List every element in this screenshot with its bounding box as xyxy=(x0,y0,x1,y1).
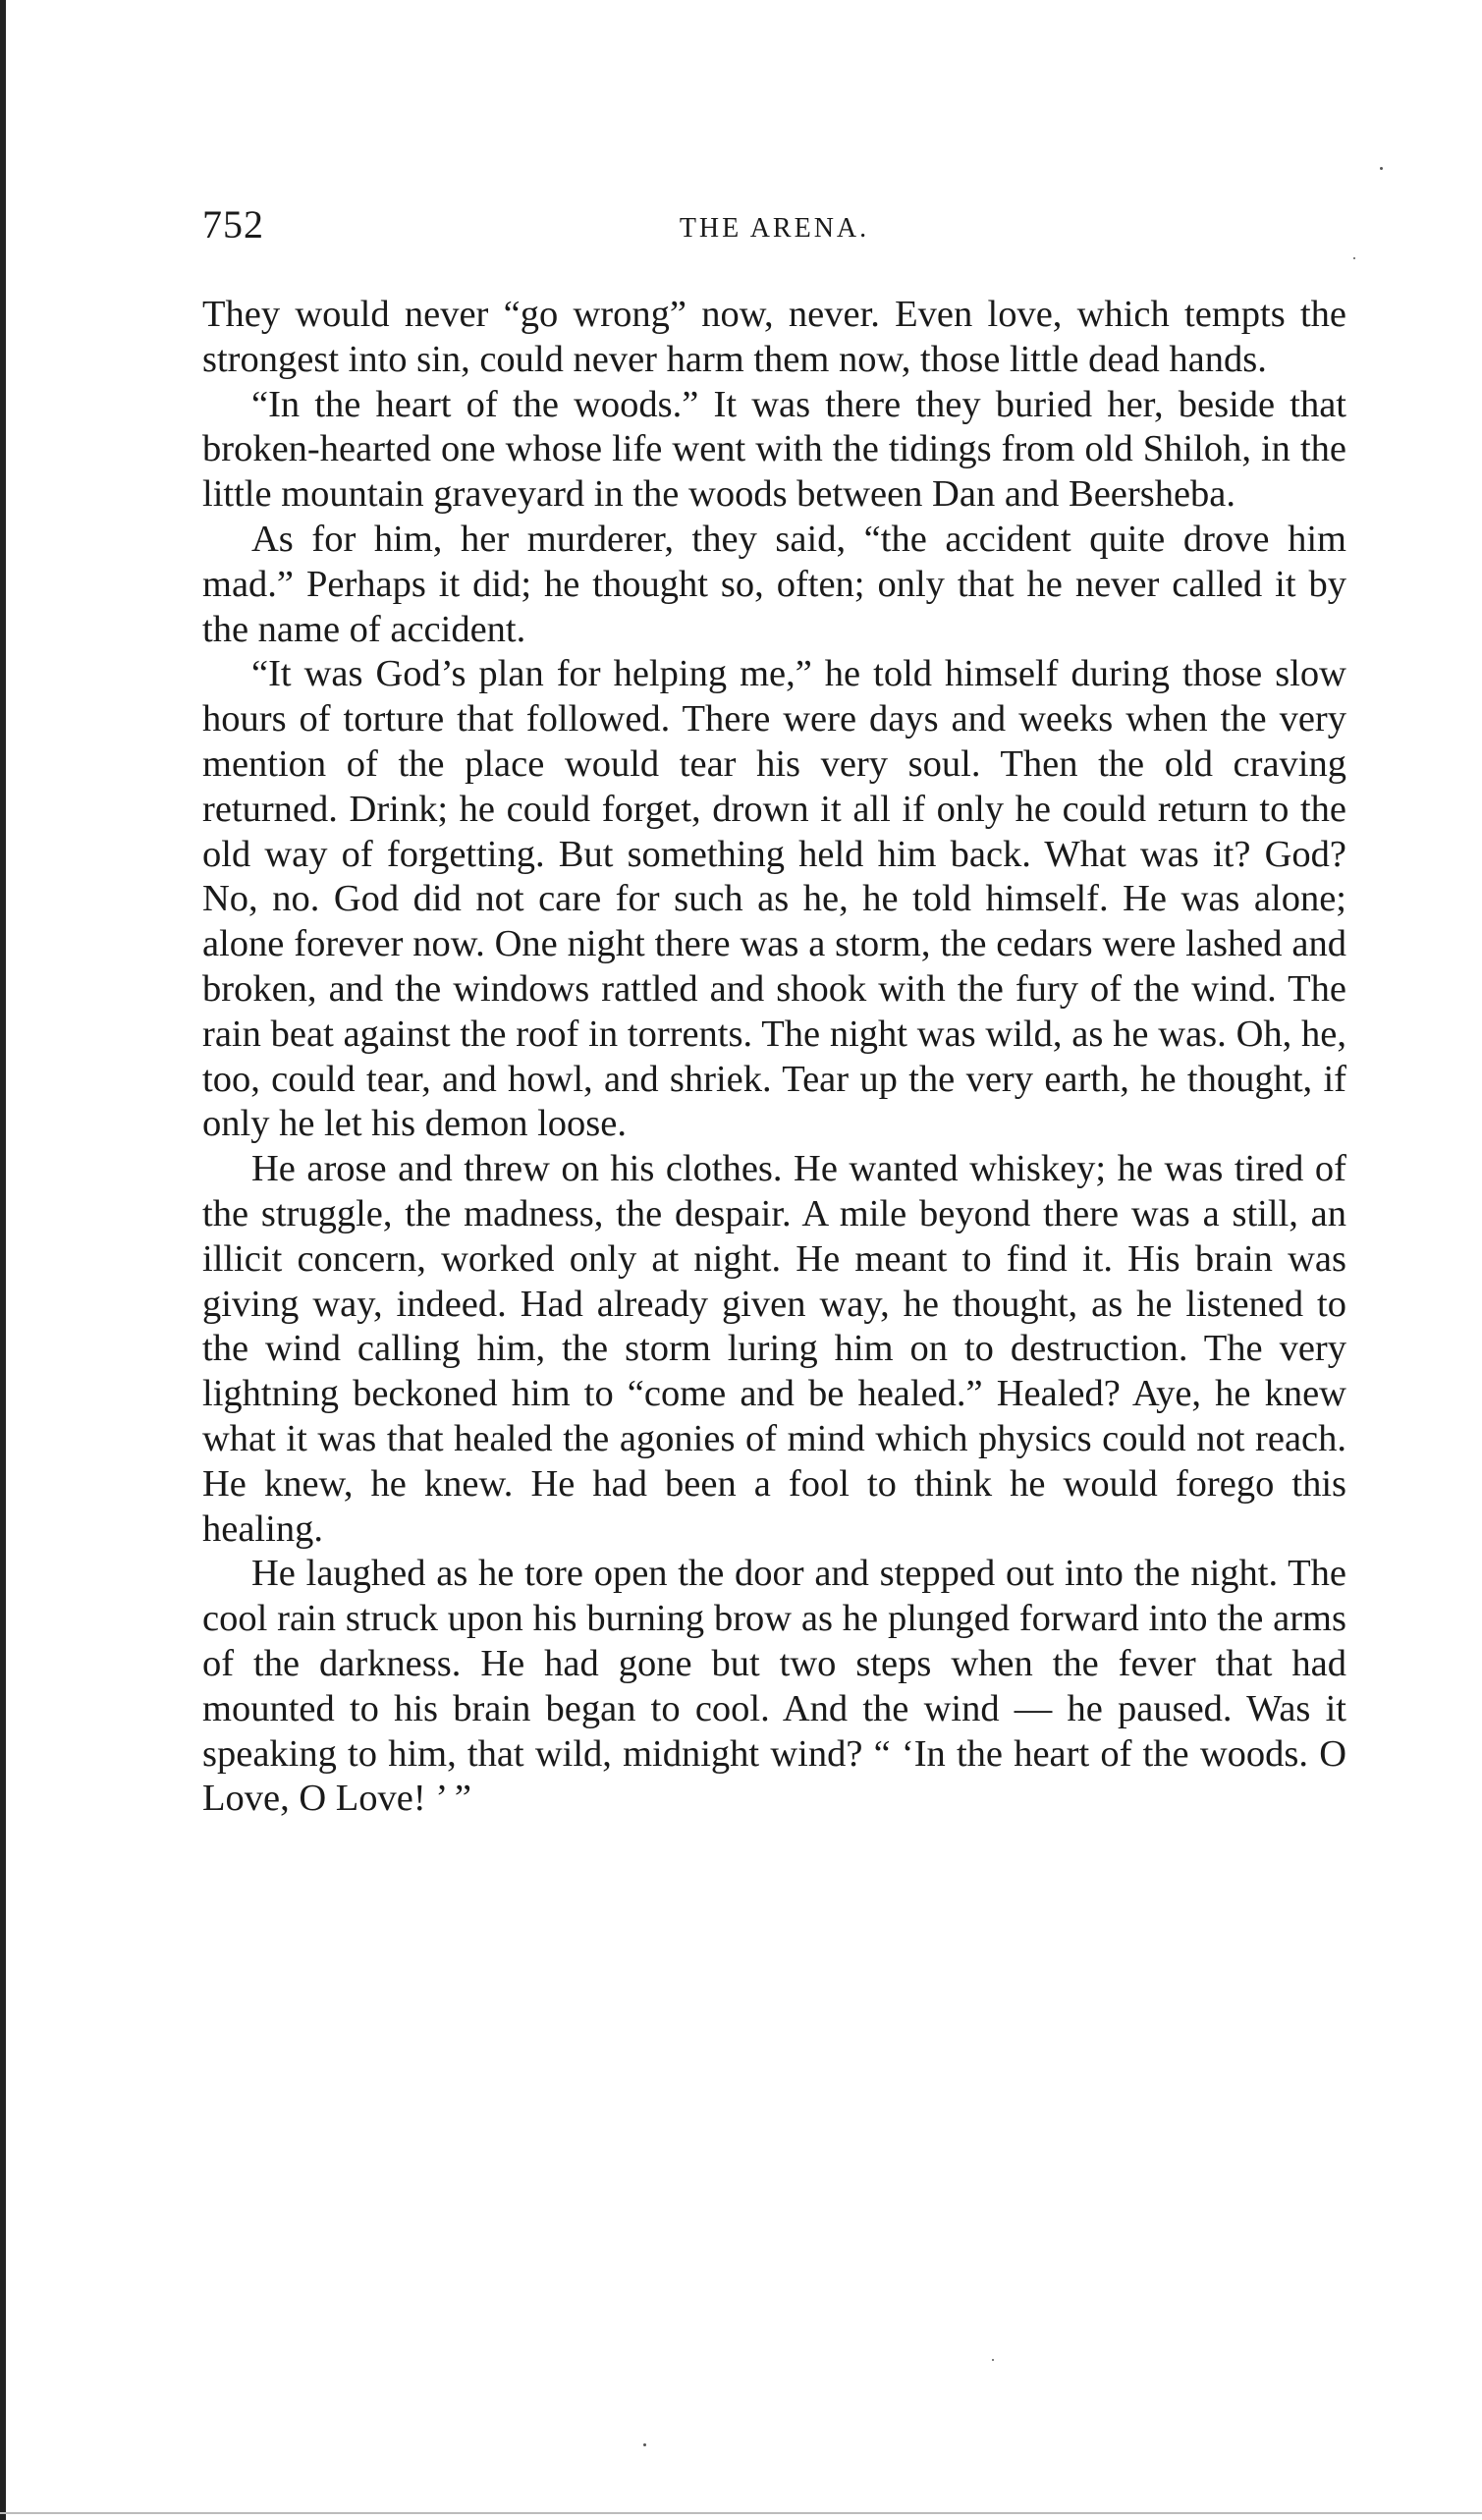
paragraph-2: “In the heart of the woods.” It was there they buried her, beside that broken-hearted one whose life went with the tidings from old Shiloh, in the little mountain graveyard in the woods between Dan and Beersheba. xyxy=(202,383,1346,516)
page-left-edge xyxy=(0,0,6,2520)
paragraph-3: As for him, her murderer, they said, “the accident quite drove him mad.” Perhaps it did; he thought so, often; only that he never called it by the name of accident. xyxy=(202,518,1346,650)
page-bottom-edge xyxy=(0,2512,1482,2514)
paragraph-4: “It was God’s plan for helping me,” he told himself during those slow hours of torture that followed. There were days and weeks when the very mention of the place would tear his very soul. Then the old craving returned. Drink; he could forget, drown it all if only he could return to the old way of forgetting. But something held him back. What was it? God? No, no. God did not care for such as he, he told himself. He was alone; alone forever now. One night there was a storm, the cedars were lashed and broken, and the windows rattled and shook with the fury of the wind. The rain beat against the roof in torrents. The night was wild, as he was. Oh, he, too, could tear, and howl, and shriek. Tear up the very earth, he thought, if only he let his demon loose. xyxy=(202,653,1346,1145)
paragraph-6: He laughed as he tore open the door and stepped out into the night. The cool rain struck upon his burning brow as he plunged forward into the arms of the darkness. He had gone but two steps when the fever that had mounted to his brain began to cool. And the wind — he paused. Was it speaking to him, that wild, midnight wind? “ ‘In the heart of the woods. O Love, O Love! ’ ” xyxy=(202,1553,1346,1820)
print-speck xyxy=(643,2443,646,2446)
page-number: 752 xyxy=(202,202,264,247)
paragraph-1: They would never “go wrong” now, never. Even love, which tempts the strongest into sin, could never harm them now, those little dead hands. xyxy=(202,294,1346,380)
print-speck xyxy=(1380,167,1383,170)
running-title: THE ARENA. xyxy=(679,213,870,244)
print-speck xyxy=(1353,257,1355,259)
page-header xyxy=(202,201,1346,260)
paragraph-5: He arose and threw on his clothes. He wanted whiskey; he was tired of the struggle, the madness, the despair. A mile beyond there was a still, an illicit concern, worked only at night. He meant to find it. His brain was giving way, indeed. Had already given way, he thought, as he listened to the wind calling him, the storm luring him on to destruction. The very lightning beckoned him to “come and be healed.” Healed? Aye, he knew what it was that healed the agonies of mind which physics could not reach. He knew, he knew. He had been a fool to think he would forego this healing. xyxy=(202,1148,1346,1550)
body-text xyxy=(202,293,1346,1822)
print-speck xyxy=(992,2359,994,2361)
